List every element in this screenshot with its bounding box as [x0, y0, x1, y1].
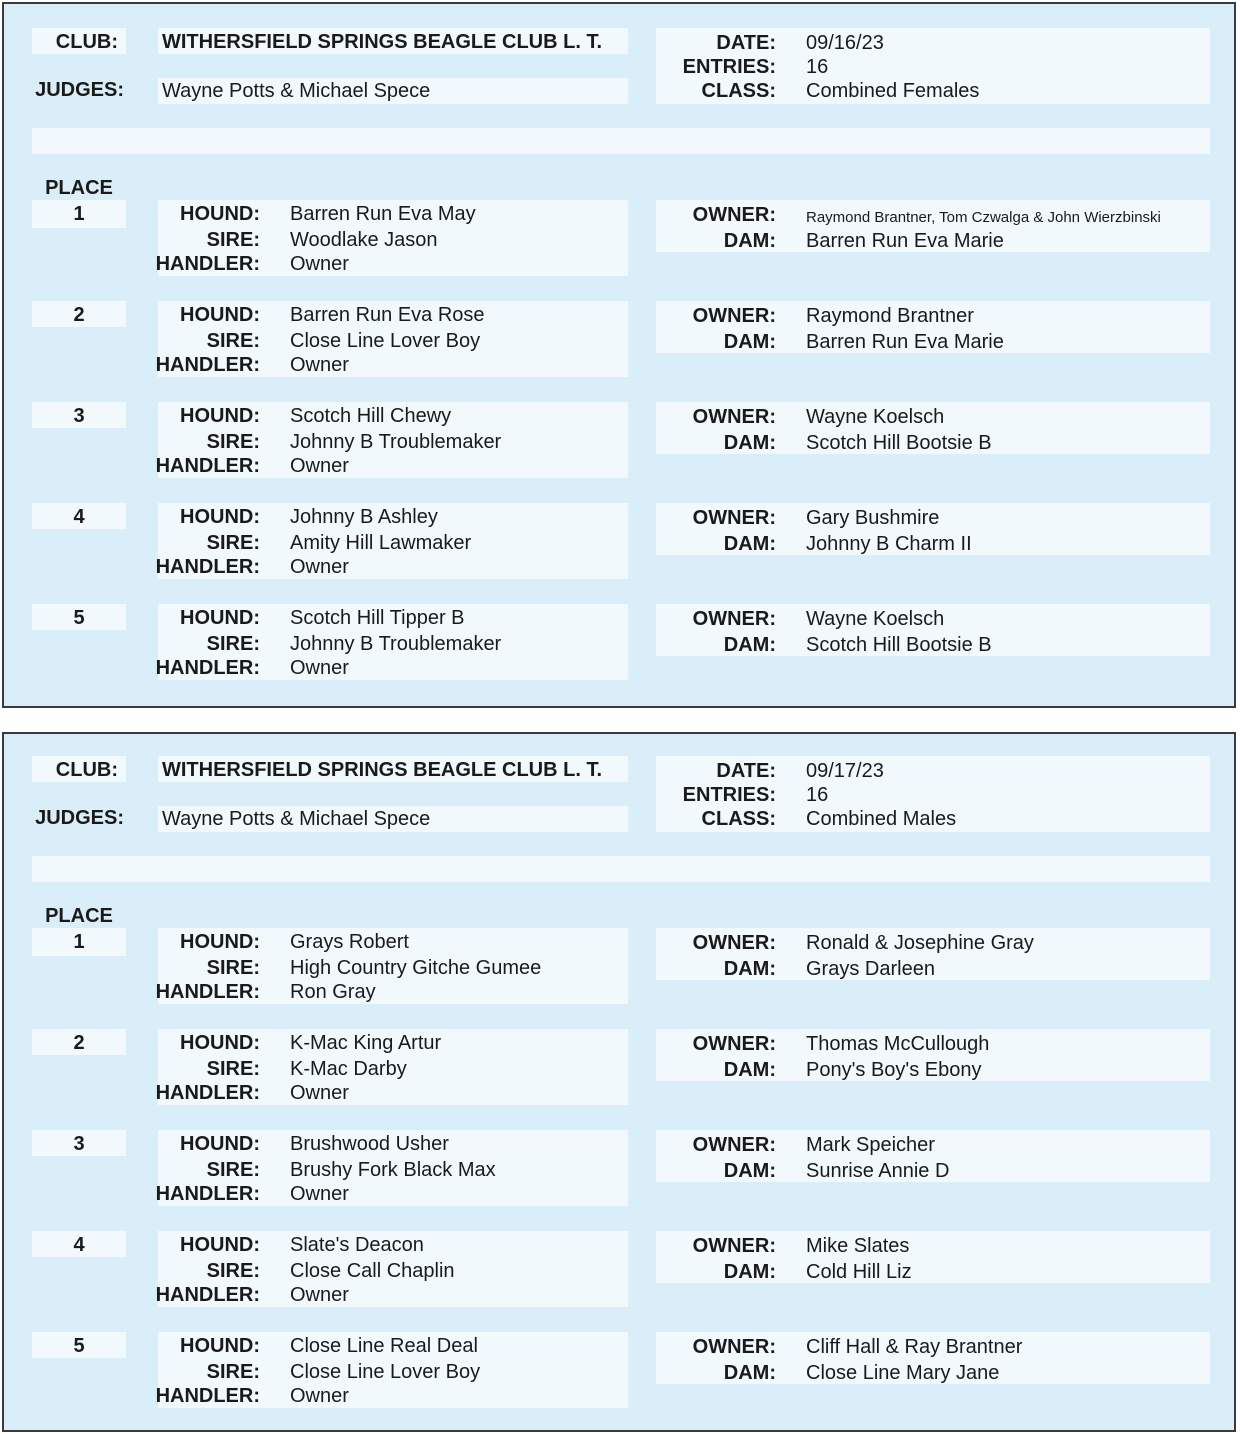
dam-label: DAM: — [723, 1362, 776, 1384]
result-sheet-1 — [2, 2, 1236, 708]
hound-name: Brushwood Usher — [290, 1133, 449, 1155]
entries-label: ENTRIES: — [682, 784, 776, 806]
hound-label: HOUND: — [180, 931, 260, 953]
sire-name: Close Call Chaplin — [290, 1260, 455, 1282]
owner-name: Cliff Hall & Ray Brantner — [806, 1336, 1023, 1358]
hound-name: Scotch Hill Tipper B — [290, 607, 465, 629]
sire-label: SIRE: — [206, 957, 260, 979]
sire-label: SIRE: — [206, 330, 260, 352]
handler-name: Owner — [290, 657, 349, 679]
sire-label: SIRE: — [206, 229, 260, 251]
hound-label: HOUND: — [180, 304, 260, 326]
handler-name: Owner — [290, 1183, 349, 1205]
sire-name: High Country Gitche Gumee — [290, 957, 542, 979]
place-number: 1 — [73, 203, 85, 225]
dam-name: Sunrise Annie D — [806, 1160, 950, 1182]
spacer-bar — [32, 856, 1210, 882]
hound-label: HOUND: — [180, 1335, 260, 1357]
hound-name: Grays Robert — [290, 931, 409, 953]
club-label: CLUB: — [55, 759, 118, 781]
hound-label: HOUND: — [180, 405, 260, 427]
club-name: WITHERSFIELD SPRINGS BEAGLE CLUB L. T. — [162, 31, 603, 53]
sire-name: Close Line Lover Boy — [290, 1361, 481, 1383]
owner-label: OWNER: — [692, 305, 776, 327]
owner-label: OWNER: — [692, 204, 776, 226]
dam-label: DAM: — [723, 331, 776, 353]
class-label: CLASS: — [701, 808, 776, 830]
date-value: 09/16/23 — [806, 32, 884, 54]
sire-label: SIRE: — [206, 1159, 260, 1181]
place-number: 2 — [73, 1032, 85, 1054]
entries-value: 16 — [806, 56, 829, 78]
place-header: PLACE — [45, 905, 113, 927]
hound-name: Scotch Hill Chewy — [290, 405, 452, 427]
hound-label: HOUND: — [180, 506, 260, 528]
club-label: CLUB: — [55, 31, 118, 53]
handler-name: Owner — [290, 556, 349, 578]
place-number: 4 — [73, 506, 85, 528]
handler-label: HANDLER: — [155, 1284, 260, 1306]
owner-label: OWNER: — [692, 932, 776, 954]
handler-label: HANDLER: — [155, 253, 260, 275]
handler-label: HANDLER: — [155, 1385, 260, 1407]
handler-name: Owner — [290, 455, 349, 477]
owner-name: Gary Bushmire — [806, 507, 940, 529]
handler-name: Owner — [290, 1082, 349, 1104]
place-number: 3 — [73, 405, 85, 427]
handler-name: Owner — [290, 253, 349, 275]
sire-label: SIRE: — [206, 532, 260, 554]
place-number: 2 — [73, 304, 85, 326]
result-sheet-2 — [2, 732, 1236, 1432]
spacer-bar — [32, 128, 1210, 154]
handler-name: Owner — [290, 1385, 349, 1407]
sire-label: SIRE: — [206, 1361, 260, 1383]
date-value: 09/17/23 — [806, 760, 884, 782]
dam-label: DAM: — [723, 1160, 776, 1182]
hound-name: K-Mac King Artur — [290, 1032, 442, 1054]
dam-label: DAM: — [723, 533, 776, 555]
date-label: DATE: — [716, 760, 776, 782]
sire-label: SIRE: — [206, 431, 260, 453]
handler-label: HANDLER: — [155, 354, 260, 376]
dam-name: Scotch Hill Bootsie B — [806, 432, 992, 454]
owner-name: Ronald & Josephine Gray — [806, 932, 1034, 954]
club-name: WITHERSFIELD SPRINGS BEAGLE CLUB L. T. — [162, 759, 603, 781]
class-value: Combined Males — [806, 808, 957, 830]
dam-name: Close Line Mary Jane — [806, 1362, 1000, 1384]
owner-name: Raymond Brantner, Tom Czwalga & John Wierzbinski — [806, 209, 1161, 226]
class-value: Combined Females — [806, 80, 980, 102]
owner-name: Mike Slates — [806, 1235, 910, 1257]
handler-label: HANDLER: — [155, 556, 260, 578]
dam-name: Scotch Hill Bootsie B — [806, 634, 992, 656]
hound-name: Barren Run Eva Rose — [290, 304, 485, 326]
handler-label: HANDLER: — [155, 455, 260, 477]
judges-value: Wayne Potts & Michael Spece — [162, 808, 431, 830]
handler-name: Owner — [290, 354, 349, 376]
dam-name: Johnny B Charm II — [806, 533, 972, 555]
place-number: 1 — [73, 931, 85, 953]
dam-label: DAM: — [723, 958, 776, 980]
judges-label: JUDGES: — [35, 79, 124, 101]
owner-label: OWNER: — [692, 608, 776, 630]
owner-name: Raymond Brantner — [806, 305, 974, 327]
dam-label: DAM: — [723, 1261, 776, 1283]
hound-label: HOUND: — [180, 203, 260, 225]
entries-value: 16 — [806, 784, 829, 806]
hound-name: Johnny B Ashley — [290, 506, 438, 528]
owner-label: OWNER: — [692, 1235, 776, 1257]
hound-name: Barren Run Eva May — [290, 203, 476, 225]
handler-label: HANDLER: — [155, 981, 260, 1003]
hound-label: HOUND: — [180, 1032, 260, 1054]
class-label: CLASS: — [701, 80, 776, 102]
dam-name: Pony's Boy's Ebony — [806, 1059, 982, 1081]
handler-label: HANDLER: — [155, 1082, 260, 1104]
owner-name: Wayne Koelsch — [806, 406, 945, 428]
judges-value: Wayne Potts & Michael Spece — [162, 80, 431, 102]
dam-label: DAM: — [723, 1059, 776, 1081]
owner-label: OWNER: — [692, 1336, 776, 1358]
owner-label: OWNER: — [692, 1033, 776, 1055]
hound-label: HOUND: — [180, 1234, 260, 1256]
sire-name: Woodlake Jason — [290, 229, 438, 251]
owner-name: Thomas McCullough — [806, 1033, 990, 1055]
place-header: PLACE — [45, 177, 113, 199]
place-number: 5 — [73, 1335, 85, 1357]
sire-name: Johnny B Troublemaker — [290, 431, 502, 453]
handler-label: HANDLER: — [155, 1183, 260, 1205]
sire-name: Johnny B Troublemaker — [290, 633, 502, 655]
owner-name: Mark Speicher — [806, 1134, 935, 1156]
owner-label: OWNER: — [692, 1134, 776, 1156]
dam-label: DAM: — [723, 634, 776, 656]
place-number: 4 — [73, 1234, 85, 1256]
sire-label: SIRE: — [206, 633, 260, 655]
dam-name: Barren Run Eva Marie — [806, 331, 1004, 353]
handler-name: Owner — [290, 1284, 349, 1306]
date-label: DATE: — [716, 32, 776, 54]
place-number: 5 — [73, 607, 85, 629]
dam-name: Barren Run Eva Marie — [806, 230, 1004, 252]
handler-name: Ron Gray — [290, 981, 376, 1003]
hound-name: Close Line Real Deal — [290, 1335, 478, 1357]
sire-name: K-Mac Darby — [290, 1058, 407, 1080]
hound-name: Slate's Deacon — [290, 1234, 424, 1256]
sire-name: Amity Hill Lawmaker — [290, 532, 472, 554]
judges-label: JUDGES: — [35, 807, 124, 829]
dam-name: Cold Hill Liz — [806, 1261, 912, 1283]
sire-label: SIRE: — [206, 1260, 260, 1282]
dam-label: DAM: — [723, 432, 776, 454]
sire-label: SIRE: — [206, 1058, 260, 1080]
owner-name: Wayne Koelsch — [806, 608, 945, 630]
dam-label: DAM: — [723, 230, 776, 252]
handler-label: HANDLER: — [155, 657, 260, 679]
dam-name: Grays Darleen — [806, 958, 935, 980]
sire-name: Brushy Fork Black Max — [290, 1159, 496, 1181]
entries-label: ENTRIES: — [682, 56, 776, 78]
owner-label: OWNER: — [692, 507, 776, 529]
owner-label: OWNER: — [692, 406, 776, 428]
place-number: 3 — [73, 1133, 85, 1155]
hound-label: HOUND: — [180, 1133, 260, 1155]
sire-name: Close Line Lover Boy — [290, 330, 481, 352]
hound-label: HOUND: — [180, 607, 260, 629]
